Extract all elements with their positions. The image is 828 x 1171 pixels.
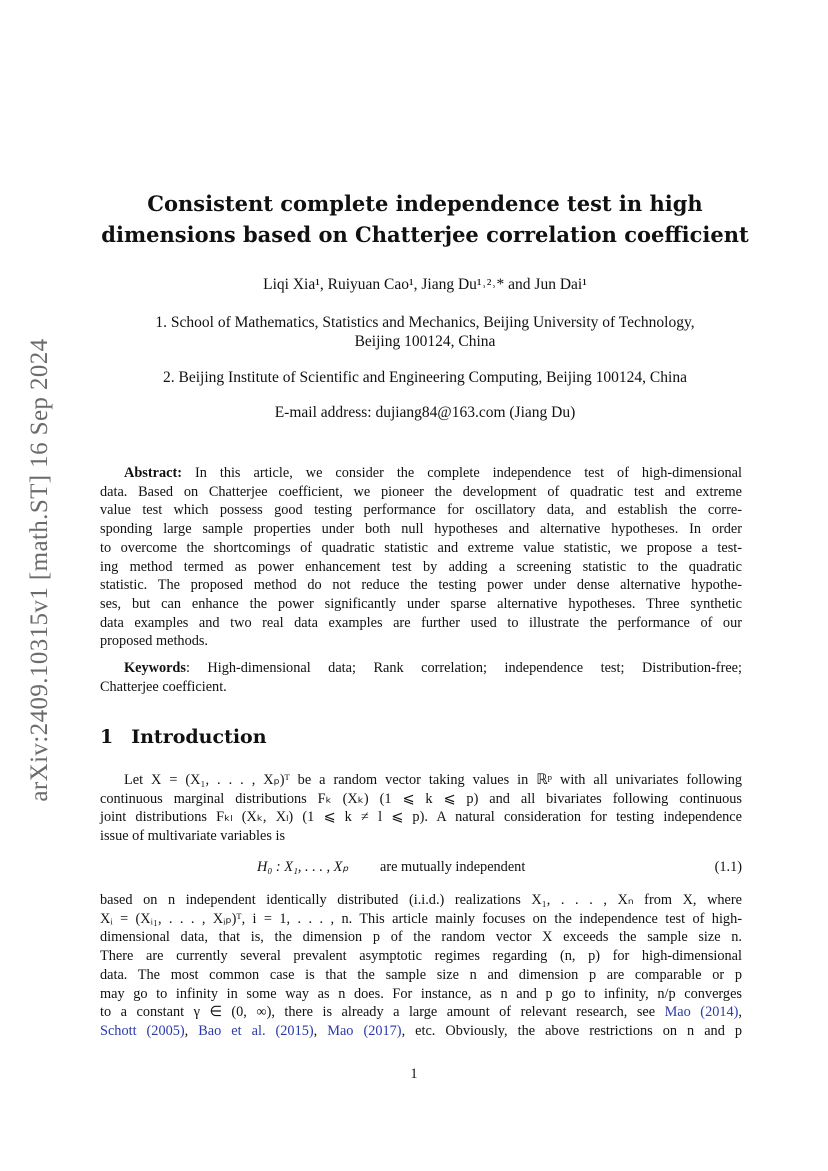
paragraph-line: continuous marginal distributions Fₖ (Xₖ) (1 ⩽ k ⩽ p) and all bivariates following continuous [100, 790, 742, 807]
affiliation-2 [80, 368, 770, 387]
abstract-line: proposed methods. [100, 633, 209, 650]
paragraph-line: dimensional data, that is, the dimension p of the random vector X exceeds the sample size n. [100, 929, 742, 946]
abstract-label: Abstract: [124, 465, 182, 481]
paragraph-line: Schott (2005), Bao et al. (2015), Mao (2017), etc. Obviously, the above restrictions on n and p [100, 1022, 743, 1039]
intro-paragraph-1 [100, 771, 742, 846]
equation-lhs: H₀ : X₁, . . . , Xₚ [257, 859, 349, 875]
paper-title [80, 188, 770, 250]
abstract-line: data examples and two real data examples are further used to illustrate the performance of our [100, 614, 742, 631]
citation-link[interactable]: Bao et al. (2015) [198, 1022, 314, 1039]
affiliation-1-line-1: 1. School of Mathematics, Statistics and Mechanics, Beijing University of Technology, [155, 314, 695, 331]
abstract-line: ing method termed as power enhancement test by adding a screening statistic to the quadratic [100, 558, 742, 575]
abstract-line: to overcome the shortcomings of quadratic statistic and extreme value statistic, we propose a test- [100, 539, 742, 556]
abstract-line: sponding large sample properties under both null hypotheses and alternative hypotheses. In order [100, 521, 742, 538]
paragraph-line: There are currently several prevalent asymptotic regimes regarding (n, p) for high-dimensional [100, 948, 742, 965]
email-text: E-mail address: dujiang84@163.com (Jiang Du) [274, 404, 576, 421]
equation-rhs: are mutually independent [380, 859, 526, 875]
title-line-2: dimensions based on Chatterjee correlation coefficient [101, 222, 749, 247]
keywords-label: Keywords [124, 660, 186, 676]
section-title: Introduction [131, 726, 267, 748]
equation-1-1 [100, 859, 742, 881]
keywords-line: Chatterjee coefficient. [100, 678, 227, 695]
citation-link[interactable]: Mao (2014) [664, 1004, 739, 1021]
paragraph-line: Xᵢ = (Xᵢ₁, . . . , Xᵢₚ)ᵀ, i = 1, . . . , n. This article mainly focuses on the independence test of high- [100, 910, 742, 927]
paragraph-line: Let X = (X₁, . . . , Xₚ)ᵀ be a random vector taking values in ℝᵖ with all univariates following [124, 772, 742, 788]
paragraph-line: may go to infinity in some way as n does. For instance, as n and p go to infinity, n/p converges [100, 985, 742, 1002]
section-number: 1 [100, 726, 114, 748]
arxiv-identifier-stamp [17, 260, 63, 880]
paragraph-line: based on n independent identically distributed (i.i.d.) realizations X₁, . . . , Xₙ from X, where [100, 892, 742, 908]
abstract-line: Abstract: In this article, we consider the complete independence test of high-dimensional [124, 465, 742, 481]
abstract-line: statistic. The proposed method do not reduce the testing power under dense alternative hypothe- [100, 577, 742, 594]
intro-paragraph-2 [100, 891, 742, 1041]
abstract-line: ses, but can enhance the power significantly under sparse alternative hypotheses. Three synthetic [100, 595, 742, 612]
paragraph-line: data. The most common case is that the sample size n and dimension p are comparable or p [100, 966, 742, 983]
paragraph-line: to a constant γ ∈ (0, ∞), there is already a large amount of relevant research, see Mao (2014), [100, 1004, 742, 1021]
keywords-line: Keywords: High-dimensional data; Rank correlation; independence test; Distribution-free; [124, 660, 742, 676]
email-line [80, 403, 770, 422]
keywords [100, 659, 742, 696]
paragraph-line: issue of multivariate variables is [100, 828, 286, 845]
author-list [80, 275, 770, 294]
equation-number: (1.1) [714, 859, 742, 875]
title-line-1: Consistent complete independence test in high [147, 191, 703, 216]
abstract-line: data. Based on Chatterjee coefficient, we pioneer the development of quadratic test and extreme [100, 483, 742, 500]
section-heading-introduction [100, 726, 285, 748]
affiliation-1 [80, 313, 770, 351]
citation-link[interactable]: Schott (2005) [100, 1022, 185, 1039]
affiliation-2-text: 2. Beijing Institute of Scientific and Engineering Computing, Beijing 100124, China [163, 369, 687, 386]
authors-text: Liqi Xia¹, Ruiyuan Cao¹, Jiang Du¹˒²˒* and Jun Dai¹ [263, 276, 587, 293]
citation-link[interactable]: Mao (2017) [327, 1022, 402, 1039]
abstract-line: value test which possess good testing performance for oscillatory data, and establish the corre- [100, 502, 742, 519]
page-number: 1 [410, 1066, 418, 1082]
affiliation-1-line-2: Beijing 100124, China [354, 333, 496, 350]
arxiv-id-text: arXiv:2409.10315v1 [math.ST] 16 Sep 2024 [26, 338, 53, 802]
paragraph-line: joint distributions Fₖₗ (Xₖ, Xₗ) (1 ⩽ k ≠ l ⩽ p). A natural consideration for testing independence [100, 809, 742, 826]
abstract [100, 464, 742, 651]
